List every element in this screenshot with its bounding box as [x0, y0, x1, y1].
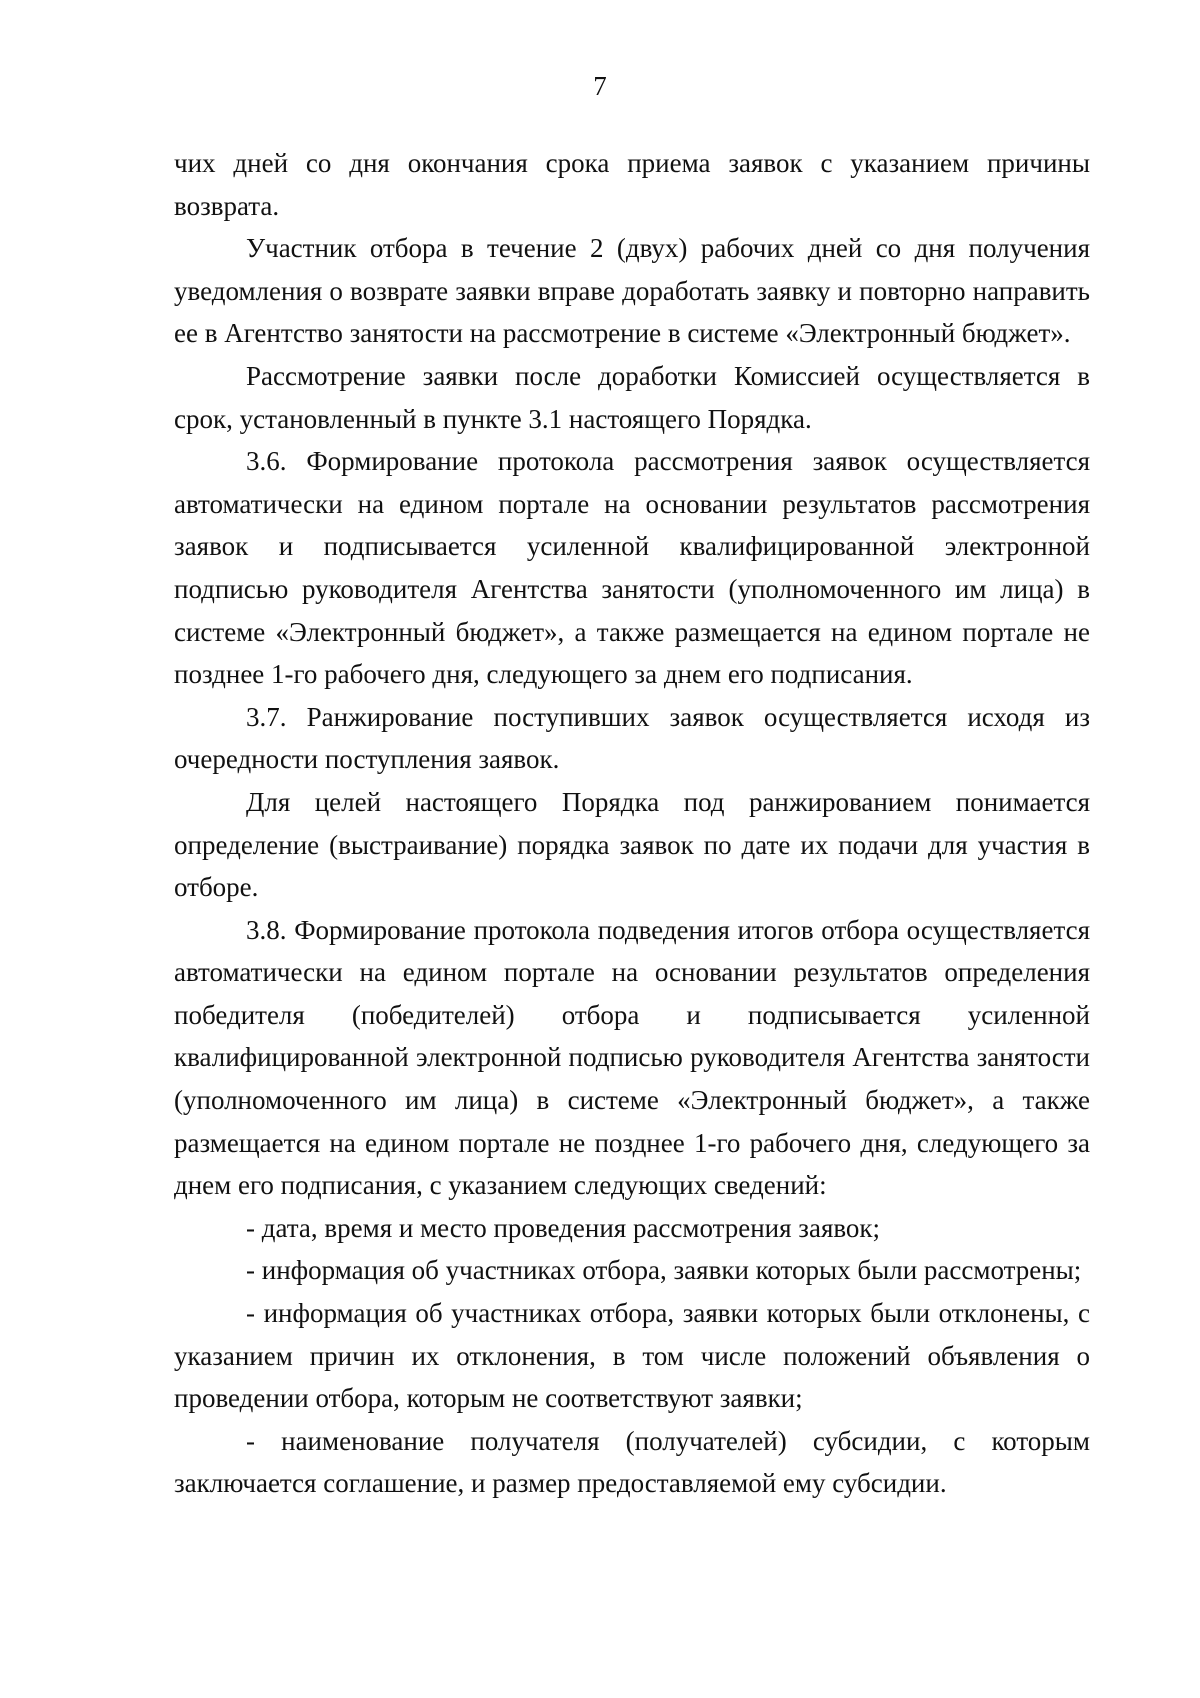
- list-item: - информация об участниках отбора, заявки которых были рассмотрены;: [246, 1255, 1082, 1286]
- paragraph: Участник отбора в течение 2 (двух) рабочих дней со дня получения уведомления о возврате заявки вправе доработать заявку и повторно направить ее в Агентство занятости на рассмотрение в системе «Электронный бюджет».: [174, 233, 1090, 349]
- paragraph: 3.7. Ранжирование поступивших заявок осуществляется исходя из очередности поступления заявок.: [174, 701, 1090, 775]
- document-body: [174, 142, 1090, 1505]
- paragraph: чих дней со дня окончания срока приема заявок с указанием причины возврата.: [174, 148, 1090, 221]
- paragraph: 3.8. Формирование протокола подведения итогов отбора осуществляется автоматически на едином портале на основании результатов определения победителя (победителей) отбора и подписывается усиленной квалифицированной электронной подписью руководителя Агентства занятости (уполномоченного им лица) в системе «Электронный бюджет», а также размещается на едином портале не позднее 1-го рабочего дня, следующего за днем его подписания, с указанием следующих сведений:: [174, 914, 1090, 1201]
- page-number: 7: [593, 71, 607, 101]
- paragraph: 3.6. Формирование протокола рассмотрения заявок осуществляется автоматически на едином портале на основании результатов рассмотрения заявок и подписывается усиленной квалифицированной электронной подписью руководителя Агентства занятости (уполномоченного им лица) в системе «Электронный бюджет», а также размещается на едином портале не позднее 1-го рабочего дня, следующего за днем его подписания.: [174, 446, 1090, 690]
- list-item: - информация об участниках отбора, заявки которых были отклонены, с указанием причин их отклонения, в том числе положений объявления о проведении отбора, которым не соответствуют заявки;: [174, 1298, 1090, 1414]
- list-item: - наименование получателя (получателей) субсидии, с которым заключается соглашение, и размер предоставляемой ему субсидии.: [174, 1425, 1090, 1499]
- list-item: - дата, время и место проведения рассмотрения заявок;: [246, 1212, 881, 1243]
- paragraph: Рассмотрение заявки после доработки Комиссией осуществляется в срок, установленный в пункте 3.1 настоящего Порядка.: [174, 360, 1090, 434]
- paragraph: Для целей настоящего Порядка под ранжированием понимается определение (выстраивание) порядка заявок по дате их подачи для участия в отборе.: [174, 786, 1090, 903]
